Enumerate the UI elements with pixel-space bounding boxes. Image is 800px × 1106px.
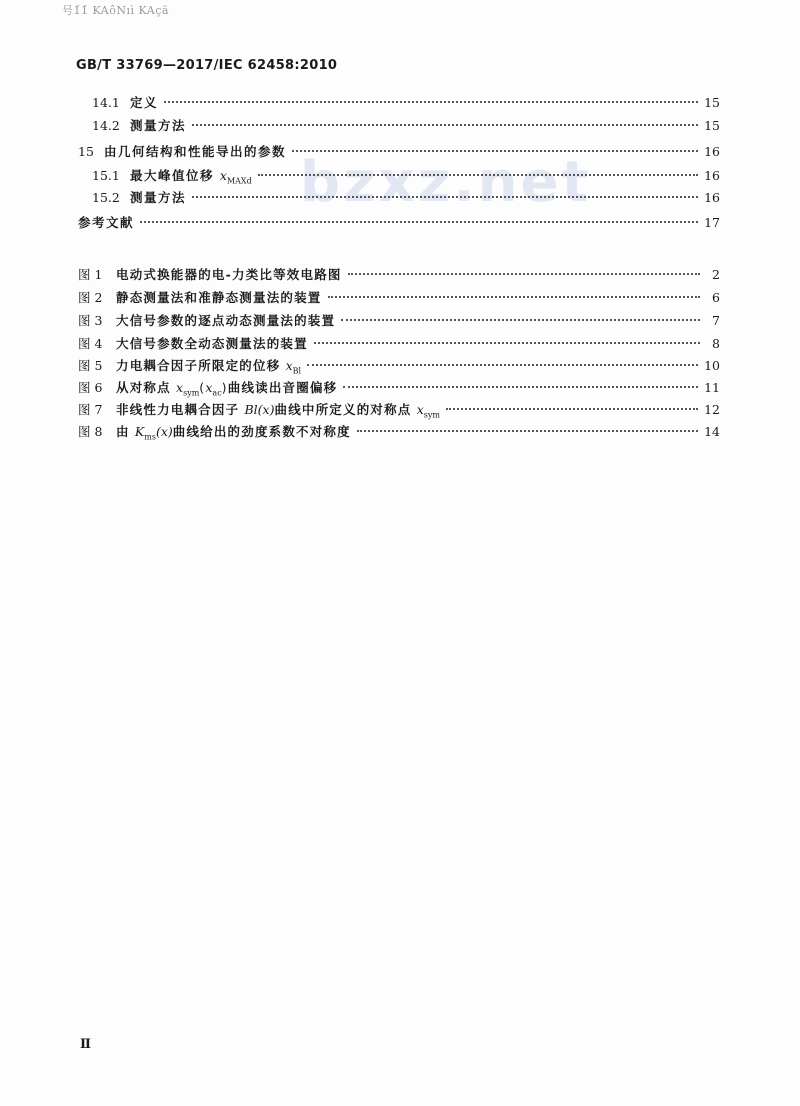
toc-entry-number: 15.2 — [92, 190, 120, 205]
standard-number-header: GB/T 33769—2017/IEC 62458:2010 — [76, 58, 338, 73]
figure-entry-5[interactable] — [78, 357, 720, 375]
symbol-bl-x: Bl(x) — [244, 402, 275, 417]
symbol-x-maxd — [219, 168, 252, 186]
figure-title-text: 力电耦合因子所限定的位移 — [116, 358, 281, 373]
figure-title-text: 电动式换能器的电-力类比等效电路图 — [116, 267, 342, 282]
toc-entry-number: 14.2 — [92, 118, 120, 133]
symbol-subscript: Bl — [292, 366, 302, 376]
figure-page: 10 — [704, 358, 720, 373]
dot-leader — [341, 319, 700, 321]
toc-entry-label: 测量方法 — [130, 118, 187, 133]
figure-title-text: 曲线给出的劲度系数不对称度 — [172, 424, 351, 439]
symbol-subscript: ac — [212, 388, 222, 398]
page-number-footer: Ⅱ — [80, 1037, 91, 1052]
figure-page: 11 — [704, 380, 720, 395]
figure-entry-1[interactable] — [78, 266, 720, 284]
symbol-argument: (x) — [155, 424, 173, 439]
figure-page: 12 — [704, 402, 720, 417]
paren: ) — [221, 380, 228, 395]
toc-entry-page: 15 — [704, 95, 720, 110]
symbol-base: K — [134, 424, 145, 439]
toc-entry-number: 14.1 — [92, 95, 120, 110]
dot-leader — [314, 342, 700, 344]
figure-title — [116, 312, 335, 330]
symbol-base: x — [205, 380, 213, 395]
figure-title-text: 从对称点 — [116, 380, 171, 395]
figure-entry-4[interactable] — [78, 335, 720, 353]
dot-leader — [292, 150, 698, 152]
dot-leader — [140, 221, 698, 223]
figure-title — [116, 357, 301, 381]
figure-title — [116, 266, 342, 284]
dot-leader — [348, 273, 700, 275]
symbol-subscript: ms — [144, 432, 156, 442]
toc-entry-label: 参考文献 — [78, 215, 135, 230]
symbol-base: x — [416, 402, 424, 417]
dot-leader — [258, 174, 698, 176]
figure-entry-6[interactable] — [78, 379, 720, 397]
toc-entry-15[interactable] — [78, 143, 720, 161]
toc-entry-label: 定义 — [130, 95, 159, 110]
figure-title-text: 非线性力电耦合因子 — [116, 402, 240, 417]
figure-title-text: 静态测量法和准静态测量法的装置 — [116, 290, 322, 305]
dot-leader — [446, 408, 698, 410]
figure-page: 2 — [712, 267, 720, 282]
symbol-x-ac — [205, 380, 222, 398]
toc-entry-14-1[interactable] — [92, 94, 720, 112]
toc-entry-references[interactable] — [78, 214, 720, 232]
paren: ( — [199, 380, 206, 395]
figure-title — [116, 335, 308, 353]
figure-title-text: 大信号参数的逐点动态测量法的装置 — [116, 313, 336, 328]
figure-number: 图 2 — [78, 290, 103, 305]
toc-entry-14-2[interactable] — [92, 117, 720, 135]
symbol-base: x — [285, 358, 293, 373]
symbol-x-sym — [416, 402, 440, 420]
figure-number: 图 5 — [78, 358, 103, 373]
toc-entry-label: 测量方法 — [130, 190, 187, 205]
symbol-x-sym — [176, 380, 200, 398]
symbol-subscript: MAXd — [226, 176, 252, 186]
symbol-subscript: sym — [183, 388, 200, 398]
figure-number: 图 3 — [78, 313, 103, 328]
symbol-x-bl — [285, 358, 302, 376]
symbol-k-ms — [134, 424, 156, 442]
figure-title-text: 由 — [116, 424, 130, 439]
figure-page: 8 — [712, 336, 720, 351]
dot-leader — [307, 364, 698, 366]
figure-title — [116, 423, 351, 447]
figure-page: 7 — [712, 313, 720, 328]
toc-entry-label: 由几何结构和性能导出的参数 — [104, 144, 287, 159]
symbol-base: x — [176, 380, 184, 395]
figure-entry-2[interactable] — [78, 289, 720, 307]
figure-entry-7[interactable] — [78, 401, 720, 419]
toc-entry-page: 17 — [704, 215, 720, 230]
dot-leader — [357, 430, 698, 432]
symbol-subscript: sym — [423, 410, 440, 420]
toc-entry-label — [130, 167, 252, 191]
figure-title — [116, 401, 440, 425]
figure-entry-3[interactable] — [78, 312, 720, 330]
figure-title-text: 大信号参数全动态测量法的装置 — [116, 336, 308, 351]
figure-title-text: 曲线读出音圈偏移 — [227, 380, 338, 395]
figure-page: 6 — [712, 290, 720, 305]
figure-title-text: 曲线中所定义的对称点 — [274, 402, 412, 417]
toc-entry-15-2[interactable] — [92, 189, 720, 207]
toc-entry-label-text: 最大峰值位移 — [130, 168, 215, 183]
toc-entry-page: 16 — [704, 168, 720, 183]
dot-leader — [343, 386, 698, 388]
figure-title — [116, 289, 322, 307]
symbol-base: x — [219, 168, 227, 183]
dot-leader — [192, 196, 698, 198]
toc-entry-number: 15 — [78, 144, 94, 159]
figure-page: 14 — [704, 424, 720, 439]
toc-entry-page: 16 — [704, 144, 720, 159]
figure-number: 图 8 — [78, 424, 103, 439]
figure-title — [116, 379, 337, 403]
toc-entry-page: 16 — [704, 190, 720, 205]
corner-mark: 号1́1́ KAôNıì KAçä — [62, 4, 169, 17]
figure-number: 图 1 — [78, 267, 103, 282]
toc-entry-15-1[interactable] — [92, 167, 720, 185]
figure-entry-8[interactable] — [78, 423, 720, 441]
toc-entry-number: 15.1 — [92, 168, 120, 183]
toc-entry-page: 15 — [704, 118, 720, 133]
watermark: bzxz.net — [300, 150, 592, 215]
dot-leader — [192, 124, 698, 126]
figure-number: 图 7 — [78, 402, 103, 417]
figure-number: 图 4 — [78, 336, 103, 351]
dot-leader — [164, 101, 698, 103]
figure-number: 图 6 — [78, 380, 103, 395]
dot-leader — [328, 296, 700, 298]
